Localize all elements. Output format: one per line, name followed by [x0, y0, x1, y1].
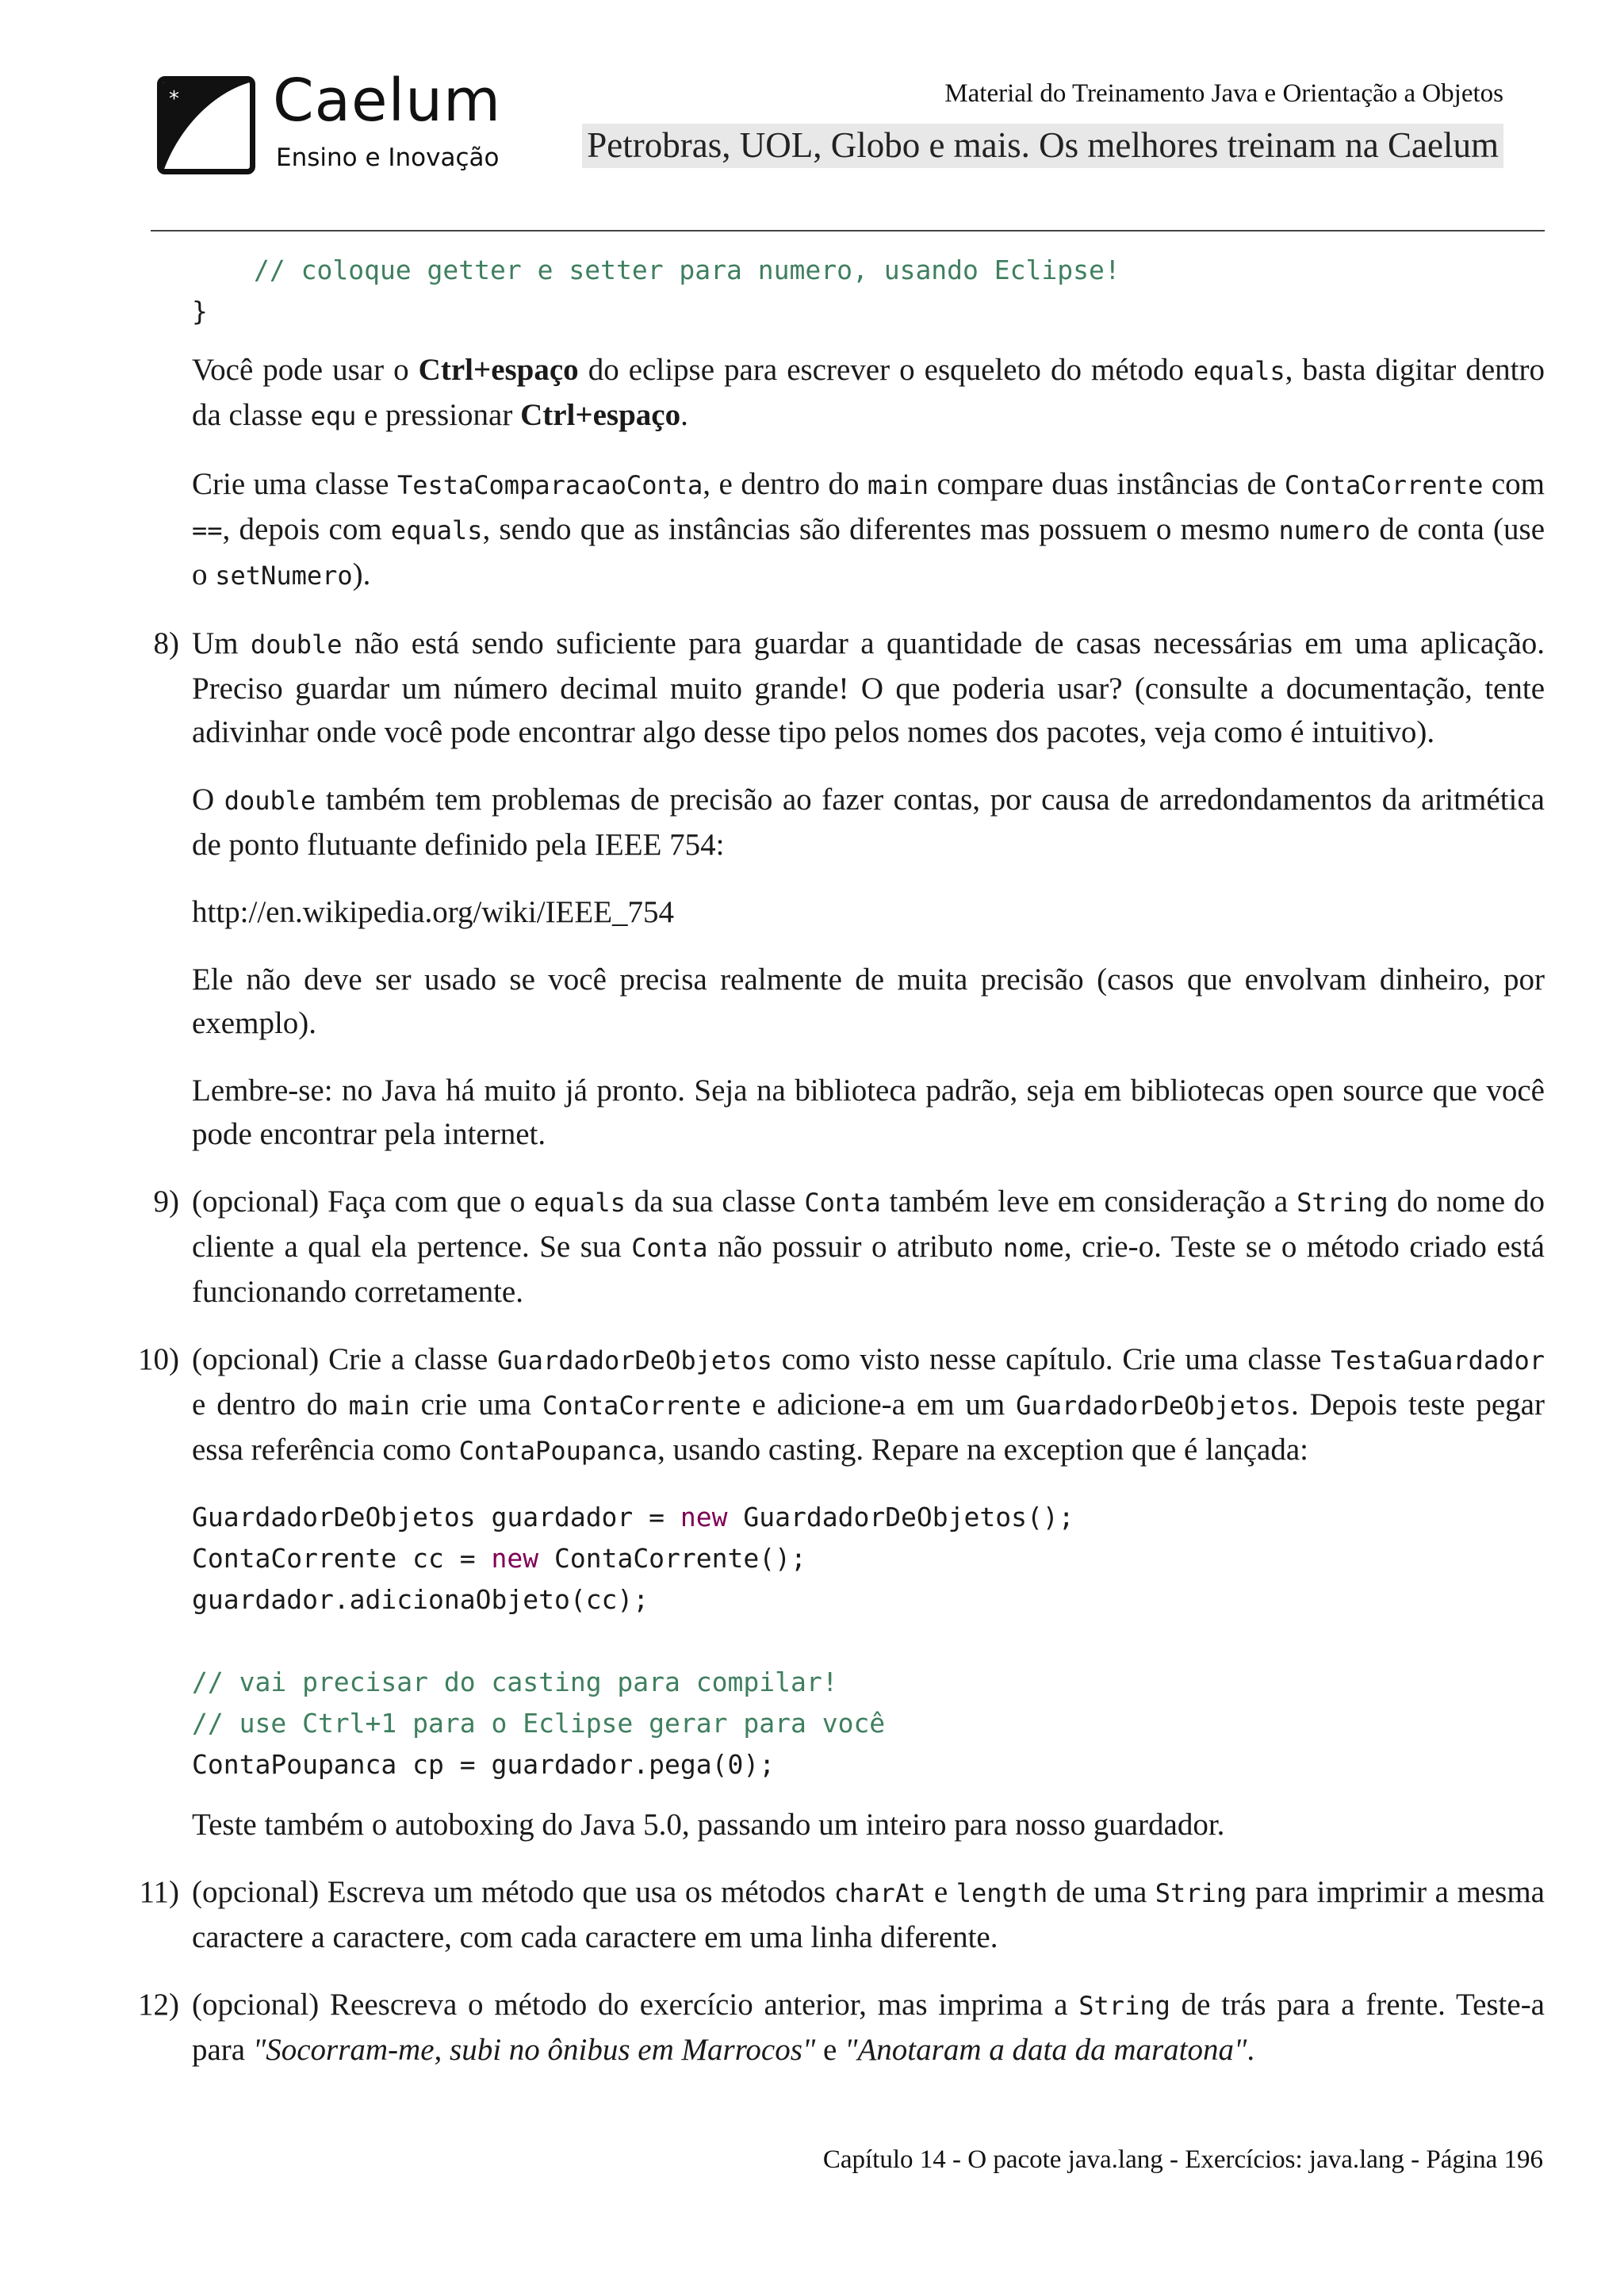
- item-number: 12): [138, 1988, 179, 2022]
- text: , depois com: [222, 512, 391, 546]
- paragraph-compare: [192, 462, 1545, 598]
- logo-name: Caelum: [273, 67, 502, 135]
- text: não possuir o atributo: [707, 1230, 1003, 1264]
- svg-text:*: *: [169, 87, 179, 111]
- header-divider: [151, 230, 1545, 232]
- text: não está sendo suficiente para guardar a quantidade de casas necessárias em uma aplicação. Preciso guardar um número decimal muito grande! O que poderia usar? (consulte a documentação, tente adivinhar onde você pode encontrar algo desse tipo pelos nomes dos pacotes, veja como é intuitivo).: [192, 626, 1545, 749]
- exercise-text: [192, 1983, 1545, 2072]
- inline-code: main: [348, 1391, 410, 1421]
- text: Um: [192, 626, 251, 660]
- text: Você pode usar o: [192, 353, 419, 387]
- bold-text: Ctrl+espaço: [418, 353, 579, 387]
- inline-code: Conta: [631, 1233, 708, 1263]
- paragraph-eclipse-tip: [192, 348, 1545, 438]
- header-banner: Petrobras, UOL, Globo e mais. Os melhores treinam na Caelum: [582, 124, 1503, 168]
- inline-code: GuardadorDeObjetos: [1016, 1391, 1291, 1421]
- exercise-text: [192, 1870, 1545, 1959]
- text: de uma: [1048, 1875, 1155, 1909]
- italic-text: "Anotaram a data da maratona": [845, 2033, 1247, 2067]
- inline-code: String: [1297, 1188, 1388, 1218]
- exercise-text: [192, 778, 1545, 867]
- text: também leve em consideração a: [880, 1184, 1297, 1219]
- code-text: ContaPoupanca cp = guardador.pega(0);: [192, 1749, 776, 1780]
- exercise-item-8: [153, 622, 1545, 1156]
- text: Crie uma classe: [192, 467, 397, 501]
- inline-code: double: [250, 629, 343, 660]
- code-keyword: new: [491, 1543, 539, 1574]
- logo-mark-icon: [157, 76, 255, 174]
- exercise-item-12: [138, 1983, 1545, 2072]
- text: e pressionar: [356, 398, 521, 432]
- inline-code: String: [1078, 1991, 1170, 2021]
- item-number: 11): [139, 1875, 179, 1909]
- inline-code: TestaComparacaoConta: [396, 470, 703, 500]
- text: (opcional) Reescreva o método do exercício anterior, mas imprima a: [192, 1988, 1079, 2022]
- inline-code: double: [224, 786, 316, 816]
- code-text: GuardadorDeObjetos guardador =: [192, 1502, 680, 1533]
- text: , sendo que as instâncias são diferentes mas possuem o mesmo: [482, 512, 1279, 546]
- inline-code: numero: [1278, 515, 1371, 545]
- text: compare duas instâncias de: [929, 467, 1285, 501]
- text: , e dentro do: [703, 467, 868, 501]
- code-text: ContaCorrente cc =: [192, 1543, 492, 1574]
- text: de conta (use o: [192, 512, 1545, 591]
- text: ).: [352, 557, 371, 591]
- inline-code: String: [1155, 1878, 1247, 1908]
- text: de trás para a frente. Teste-a para: [192, 1988, 1545, 2067]
- inline-code: setNumero: [215, 561, 353, 591]
- exercise-text: Lembre-se: no Java há muito já pronto. Seja na biblioteca padrão, seja em bibliotecas open source que você pode encontrar pela internet.: [192, 1073, 1545, 1151]
- text: , basta digitar dentro da classe: [192, 353, 1545, 432]
- text: e: [815, 2033, 845, 2067]
- code-comment: // use Ctrl+1 para o Eclipse gerar para você: [192, 1708, 886, 1739]
- exercise-item-11: [139, 1870, 1545, 1959]
- text: , usando casting. Repare na exception que é lançada:: [657, 1433, 1308, 1467]
- item-number: 10): [138, 1342, 179, 1376]
- text: como visto nesse capítulo. Crie uma classe: [772, 1342, 1331, 1376]
- exercise-text: [192, 1337, 1545, 1473]
- inline-code: equals: [534, 1188, 626, 1218]
- code-text: ContaCorrente();: [538, 1543, 806, 1574]
- inline-code: equ: [310, 401, 357, 431]
- text: e: [925, 1875, 956, 1909]
- inline-code: main: [867, 470, 929, 500]
- ieee-link[interactable]: http://en.wikipedia.org/wiki/IEEE_754: [192, 895, 675, 929]
- code-text: guardador.adicionaObjeto(cc);: [192, 1584, 649, 1615]
- code-block-top: [192, 250, 1545, 332]
- inline-code: TestaGuardador: [1331, 1345, 1545, 1376]
- text: , crie-o. Teste se o método criado está funcionando corretamente.: [192, 1230, 1545, 1309]
- text: para imprimir a mesma caractere a caractere, com cada caractere em uma linha diferente.: [192, 1875, 1545, 1954]
- text: (opcional) Escreva um método que usa os métodos: [192, 1875, 834, 1909]
- text: do eclipse para escrever o esqueleto do método: [578, 353, 1193, 387]
- inline-code: charAt: [833, 1878, 926, 1908]
- code-text: GuardadorDeObjetos();: [727, 1502, 1074, 1533]
- logo-tagline: Ensino e Inovação: [276, 144, 500, 172]
- text: e dentro do: [192, 1387, 349, 1422]
- text: .: [680, 398, 688, 432]
- code-comment: // vai precisar do casting para compilar!: [192, 1667, 838, 1697]
- code-comment: // coloque getter e setter para numero, usando Eclipse!: [254, 254, 1120, 285]
- inline-code: ContaCorrente: [1284, 470, 1484, 500]
- bold-text: Ctrl+espaço: [520, 398, 681, 432]
- exercise-text: Ele não deve ser usado se você precisa realmente de muita precisão (casos que envolvam dinheiro, por exemplo).: [192, 962, 1545, 1040]
- item-number: 8): [153, 626, 179, 660]
- text: (opcional) Crie a classe: [192, 1342, 498, 1376]
- text: do nome do cliente a qual ela pertence. Se sua: [192, 1184, 1545, 1264]
- caelum-logo: [157, 68, 522, 179]
- inline-code: nome: [1002, 1233, 1064, 1263]
- page-content: [138, 250, 1545, 2095]
- exercise-item-10: [138, 1337, 1545, 1846]
- text: (opcional) Faça com que o: [192, 1184, 534, 1219]
- inline-code: GuardadorDeObjetos: [497, 1345, 772, 1376]
- code-block-guardador: [192, 1497, 1545, 1785]
- header-subtitle: Material do Treinamento Java e Orientação a Objetos: [944, 79, 1503, 108]
- text: também tem problemas de precisão ao fazer contas, por causa de arredondamentos da aritmética de ponto flutuante definido pela IEEE 754:: [192, 783, 1545, 862]
- exercise-item-9: [153, 1180, 1545, 1314]
- italic-text: "Socorram-me, subi no ônibus em Marrocos": [252, 2033, 816, 2067]
- code-keyword: new: [680, 1502, 728, 1533]
- text: O: [192, 783, 224, 817]
- inline-code: ==: [192, 515, 223, 545]
- inline-code: equals: [390, 515, 483, 545]
- text: crie uma: [409, 1387, 543, 1422]
- exercise-text: Teste também o autoboxing do Java 5.0, passando um inteiro para nosso guardador.: [192, 1808, 1225, 1842]
- text: da sua classe: [625, 1184, 805, 1219]
- inline-code: Conta: [804, 1188, 881, 1218]
- page-header: [151, 62, 1545, 181]
- text: . Depois teste pegar essa referência como: [192, 1387, 1545, 1467]
- page-footer: Capítulo 14 - O pacote java.lang - Exercícios: java.lang - Página 196: [822, 2145, 1543, 2174]
- text: com: [1483, 467, 1545, 501]
- code-brace: }: [192, 296, 208, 327]
- item-number: 9): [153, 1184, 179, 1219]
- exercise-text: [192, 622, 1545, 754]
- exercise-text: [192, 1180, 1545, 1314]
- inline-code: equals: [1193, 356, 1285, 386]
- inline-code: ContaCorrente: [542, 1391, 741, 1421]
- text: e adicione-a em um: [741, 1387, 1017, 1422]
- text: .: [1247, 2033, 1255, 2067]
- inline-code: length: [956, 1878, 1048, 1908]
- inline-code: ContaPoupanca: [458, 1436, 658, 1466]
